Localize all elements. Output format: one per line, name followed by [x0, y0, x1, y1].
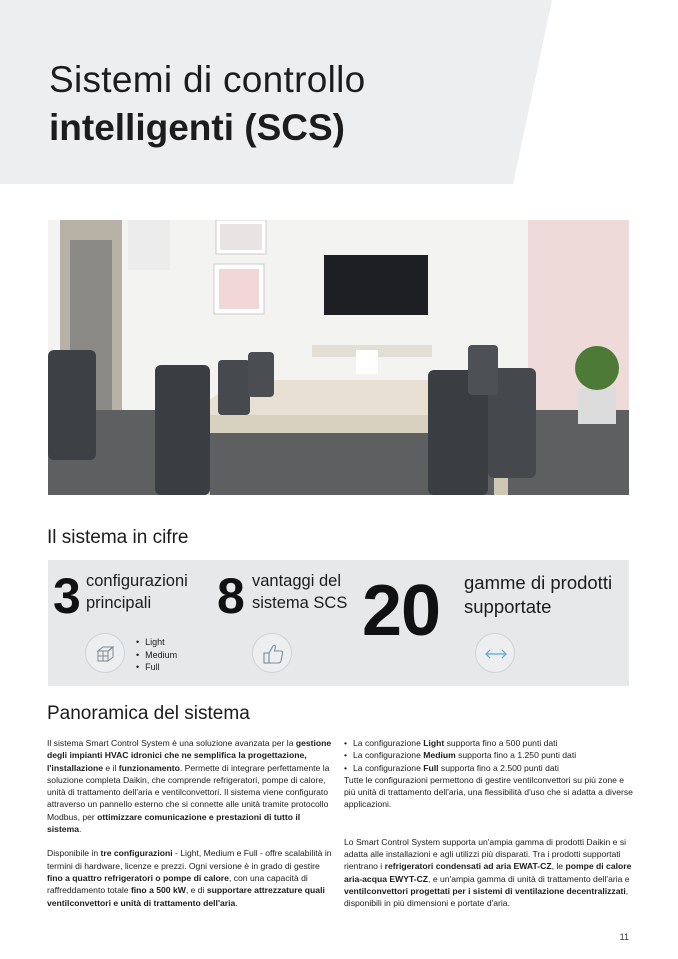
list-item: • Full: [136, 661, 177, 674]
stat-label-line: vantaggi del: [252, 572, 341, 590]
text-run-bold: ventilconvettori progettati per i sistemi di ventilazione decentralizzati: [344, 885, 626, 896]
text-run: La configurazione: [353, 738, 424, 748]
text-run: Il sistema Smart Control System è una soluzione avanzata per la: [47, 738, 296, 748]
left-text-column: [47, 737, 334, 921]
page-title: [49, 56, 366, 152]
stat-number-configurations: 3: [53, 568, 81, 624]
text-run: .: [235, 897, 238, 908]
stat-number-advantages: 8: [217, 568, 245, 624]
right-text-column: [344, 737, 634, 922]
text-run-bold: tre configurazioni: [100, 848, 173, 859]
text-run-bold: gestione degli impianti HVAC idronici che ne semplifica la progettazione, l'installazione: [47, 738, 332, 773]
stat-label-product-ranges: [464, 571, 612, 619]
text-run: , e di: [185, 885, 207, 896]
text-run-bold: supportare attrezzature quali ventilconvettori e unità di trattamento dell'aria: [47, 885, 325, 908]
stat-label-configurations: [86, 570, 188, 614]
text-run: , con una capacità di raffreddamento totale: [47, 872, 308, 896]
text-run: . Permette di integrare perfettamente la soluzione completa Daikin, che comprende refrigeratori, pompe di calore, unità di trattamento dell'aria e ventilconvettori. Il sistema viene configurato attraverso un pannello esterno che si connette alle unità tramite protocollo Modbus, per: [47, 762, 330, 822]
list-item: [344, 749, 634, 761]
text-run-bold: fino a 500 kW: [130, 885, 186, 896]
text-run: , e un'ampia gamma di unità di trattamento dell'aria e: [428, 873, 630, 884]
double-arrow-icon: [475, 633, 515, 673]
paragraph: [344, 836, 634, 910]
page-number: 11: [619, 932, 629, 942]
text-run: , le: [551, 861, 566, 872]
text-run: .: [79, 824, 82, 835]
stat-label-advantages: [252, 570, 347, 614]
section-heading-overview: Panoramica del sistema: [47, 703, 250, 724]
stat-label-line: configurazioni: [86, 572, 188, 590]
text-run-bold: pompe di calore aria-acqua EWYT-CZ: [344, 861, 632, 884]
configurations-list: [136, 636, 177, 674]
thumbs-up-icon: [252, 633, 292, 673]
text-run: La configurazione: [353, 750, 424, 761]
stat-label-line: gamme di prodotti: [464, 572, 613, 593]
cube-icon: [85, 633, 125, 673]
text-run-bold: Light: [423, 738, 445, 748]
text-run-bold: Medium: [423, 750, 456, 761]
stat-label-line: sistema SCS: [252, 594, 348, 612]
title-suffix: (SCS): [234, 107, 345, 148]
text-run: supporta fino a 1.250 punti dati: [455, 750, 577, 761]
paragraph: Tutte le configurazioni permettono di gestire ventilconvettori su più zone e più unità di trattamento dell'aria, una flessibilità d'uso che si adatta a diverse applicazioni.: [344, 774, 633, 810]
text-run-bold: fino a quattro refrigeratori o pompe di calore: [47, 872, 229, 883]
stat-label-line: principali: [86, 594, 152, 612]
text-run: , disponibili in più dimensioni e portate d'aria.: [344, 885, 629, 909]
text-run: La configurazione: [353, 762, 424, 773]
list-item: • Light: [136, 636, 177, 649]
text-run-bold: funzionamento: [118, 762, 180, 773]
list-item: [344, 762, 634, 774]
text-run: - Light, Medium e Full - offre scalabilità in termini di hardware, licenze e prezzi. Ogni versione è in grado di gestire: [47, 848, 332, 871]
section-heading-figures: Il sistema in cifre: [47, 527, 189, 548]
text-run: Lo Smart Control System supporta un'ampia gamma di prodotti Daikin e si adatta alle installazioni e agli utilizzi più disparati. Tra i prodotti supportati rientrano i: [344, 836, 627, 872]
title-bold-word: intelligenti: [49, 107, 234, 148]
paragraph: [47, 847, 334, 908]
configuration-bullets: [344, 737, 634, 774]
text-run-bold: ottimizzare comunicazione e prestazioni di tutto il sistema: [47, 811, 301, 835]
list-item: [344, 737, 634, 749]
text-run: supporta fino a 500 punti dati: [444, 738, 558, 748]
stats-panel: [48, 560, 629, 686]
meeting-room-photo: [48, 220, 629, 495]
paragraph: [47, 737, 334, 835]
text-run: Disponibile in: [47, 848, 101, 859]
meeting-room-illustration: [48, 220, 629, 495]
text-run: e il: [103, 762, 119, 773]
text-run-bold: Full: [423, 762, 439, 773]
stat-label-line: supportate: [464, 596, 552, 617]
title-line-1: Sistemi di controllo: [49, 59, 366, 100]
text-run: supporta fino a 2.500 punti dati: [438, 762, 559, 773]
list-item: • Medium: [136, 649, 177, 662]
text-run-bold: refrigeratori condensati ad aria EWAT-CZ: [384, 861, 552, 872]
stat-number-product-ranges: 20: [362, 571, 441, 651]
title-line-2: [49, 104, 366, 152]
